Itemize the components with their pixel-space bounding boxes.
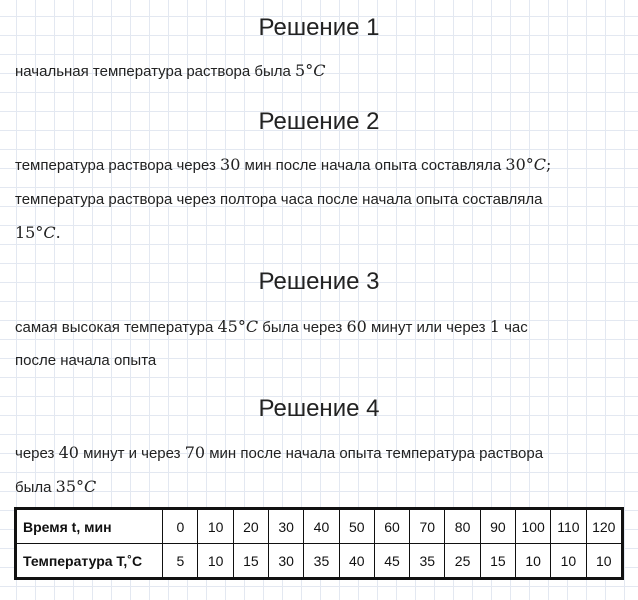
punctuation: . — [55, 223, 61, 242]
math-number: 1 — [489, 317, 500, 336]
solution-2-line-1 — [15, 148, 625, 183]
table-cell: 120 — [586, 510, 621, 544]
table-cell: 70 — [410, 510, 445, 544]
solution-2-line-2: температура раствора через полтора часа после начала опыта составляла — [15, 191, 543, 208]
table-cell: 10 — [516, 544, 551, 578]
table-cell: 0 — [163, 510, 198, 544]
solution-3-line-2: после начала опыта — [15, 352, 157, 369]
table-cell: 40 — [304, 510, 339, 544]
text-fragment: час — [499, 319, 528, 336]
text-fragment: начальная температура раствора была — [15, 63, 296, 80]
table-row-time — [17, 510, 622, 544]
text-fragment: минут или через — [366, 319, 490, 336]
math-number: 30 — [220, 155, 241, 174]
table-cell: 15 — [480, 544, 515, 578]
heading-solution-4: Решение 4 — [258, 395, 380, 422]
math-number: 35 — [55, 477, 76, 496]
table-cell: 25 — [445, 544, 480, 578]
solution-3-line-1 — [15, 310, 625, 345]
math-number: 15 — [15, 223, 36, 242]
math-number: 40 — [58, 443, 79, 462]
table-cell: 10 — [586, 544, 621, 578]
math-number: 60 — [346, 317, 367, 336]
table-cell: 30 — [269, 544, 304, 578]
punctuation: ; — [546, 155, 552, 174]
math-number: 70 — [184, 443, 206, 462]
text-fragment: мин после начала опыта составляла — [240, 157, 506, 174]
table-cell: 5 — [163, 544, 198, 578]
solution-2-line-3 — [15, 216, 625, 251]
table-cell: 35 — [304, 544, 339, 578]
math-number: 30 — [505, 155, 526, 174]
heading-solution-2: Решение 2 — [258, 108, 380, 135]
table-cell: 40 — [339, 544, 374, 578]
table-cell: 15 — [233, 544, 268, 578]
text-fragment: была через — [258, 319, 347, 336]
text-fragment: была — [15, 479, 56, 496]
text-fragment: через — [15, 445, 59, 462]
table-row-temperature — [17, 544, 622, 578]
time-temperature-table — [14, 507, 624, 580]
solution-4-line-2 — [15, 470, 625, 505]
math-number: 5 — [295, 61, 306, 80]
table-cell: 10 — [198, 544, 233, 578]
solution-4-line-1 — [15, 436, 625, 471]
solution-1-text — [15, 54, 625, 89]
table-cell: 90 — [480, 510, 515, 544]
table-cell: 50 — [339, 510, 374, 544]
math-unit: °C — [525, 155, 547, 174]
table-cell: 110 — [551, 510, 586, 544]
heading-solution-1: Решение 1 — [258, 14, 380, 41]
math-number: 45 — [217, 317, 238, 336]
table-cell: 30 — [269, 510, 304, 544]
text-fragment: минут и через — [78, 445, 185, 462]
table-cell: 35 — [410, 544, 445, 578]
text-fragment: мин после начала опыта температура раствора — [205, 445, 544, 462]
math-unit: °C — [35, 223, 56, 242]
text-fragment: самая высокая температура — [15, 319, 218, 336]
table-cell: 60 — [374, 510, 409, 544]
math-unit: °C — [305, 61, 326, 80]
text-fragment: температура раствора через — [15, 157, 221, 174]
table-cell: 10 — [551, 544, 586, 578]
heading-solution-3: Решение 3 — [258, 268, 380, 295]
table-cell: 10 — [198, 510, 233, 544]
row-header-temperature: Температура T,˚С — [17, 544, 163, 578]
table-cell: 45 — [374, 544, 409, 578]
table-cell: 80 — [445, 510, 480, 544]
row-header-time: Время t, мин — [17, 510, 163, 544]
math-unit: °C — [237, 317, 259, 336]
data-table — [16, 509, 622, 578]
math-unit: °C — [76, 477, 97, 496]
table-cell: 20 — [233, 510, 268, 544]
table-cell: 100 — [516, 510, 551, 544]
